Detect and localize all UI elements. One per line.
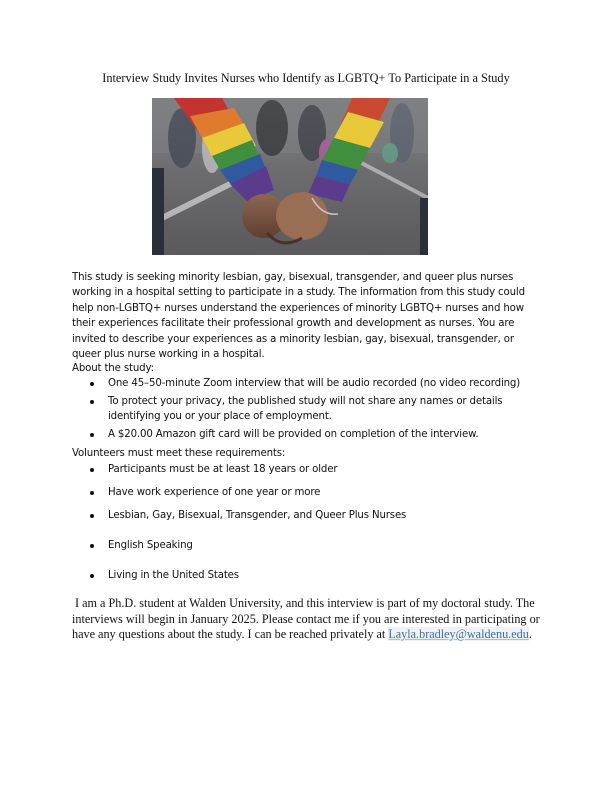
bullet-icon [90,544,94,548]
holding-hands-rainbow-photo [152,98,428,255]
list-item [72,568,542,583]
bullet-icon [90,400,94,404]
bullet-icon [90,574,94,578]
about-item-text: One 45–50-minute Zoom interview that will be audio recorded (no video recording) [108,378,521,389]
requirement-text: Lesbian, Gay, Bisexual, Transgender, and Queer Plus Nurses [108,510,407,521]
intro-text: This study is seeking minority lesbian, gay, bisexual, transgender, and queer plus nurses working in a hospital setting to participate in a study. The information from this study could help non-LGBTQ+ nurses understand the experiences of minority LGBTQ+ nurses and how their experiences facilitate their professional growth and development as nurses. You are invited to describe your experiences as a minority lesbian, gay, bisexual, transgender, or queer plus nurse working in a hospital. [72,272,525,361]
bullet-icon [90,433,94,437]
list-item [72,538,542,553]
bullet-icon [90,491,94,495]
about-item-text: A $20.00 Amazon gift card will be provided on completion of the interview. [108,429,479,440]
bullet-icon [90,468,94,472]
list-item [72,485,542,500]
list-item [72,462,542,477]
bullet-icon [90,514,94,518]
list-item [72,508,542,523]
closing-text: I am a Ph.D. student at Walden University, and this interview is part of my doctoral study. The interviews will begin in January 2025. Please contact me if you are interested in participating or have any questions about the study. I can be reached privately at [72,596,540,641]
bullet-icon [90,382,94,386]
email-link[interactable]: Layla.bradley@waldenu.edu [388,627,529,641]
closing-paragraph [72,596,542,643]
about-item-text: To protect your privacy, the published study will not share any names or details identifying you or your place of employment. [108,396,503,422]
requirement-text: Living in the United States [108,570,239,581]
page-title: Interview Study Invites Nurses who Identify as LGBTQ+ To Participate in a Study [102,71,510,85]
about-list [72,376,542,445]
closing-period: . [528,627,532,641]
requirement-text: English Speaking [108,540,193,551]
list-item [72,394,542,424]
requirement-text: Participants must be at least 18 years or older [108,464,338,475]
list-item [72,376,542,391]
about-heading: About the study: [72,363,154,374]
intro-paragraph [72,270,542,362]
requirements-list [72,462,542,583]
requirements-heading: Volunteers must meet these requirements: [72,448,286,459]
list-item [72,427,542,442]
requirement-text: Have work experience of one year or more [108,487,321,498]
